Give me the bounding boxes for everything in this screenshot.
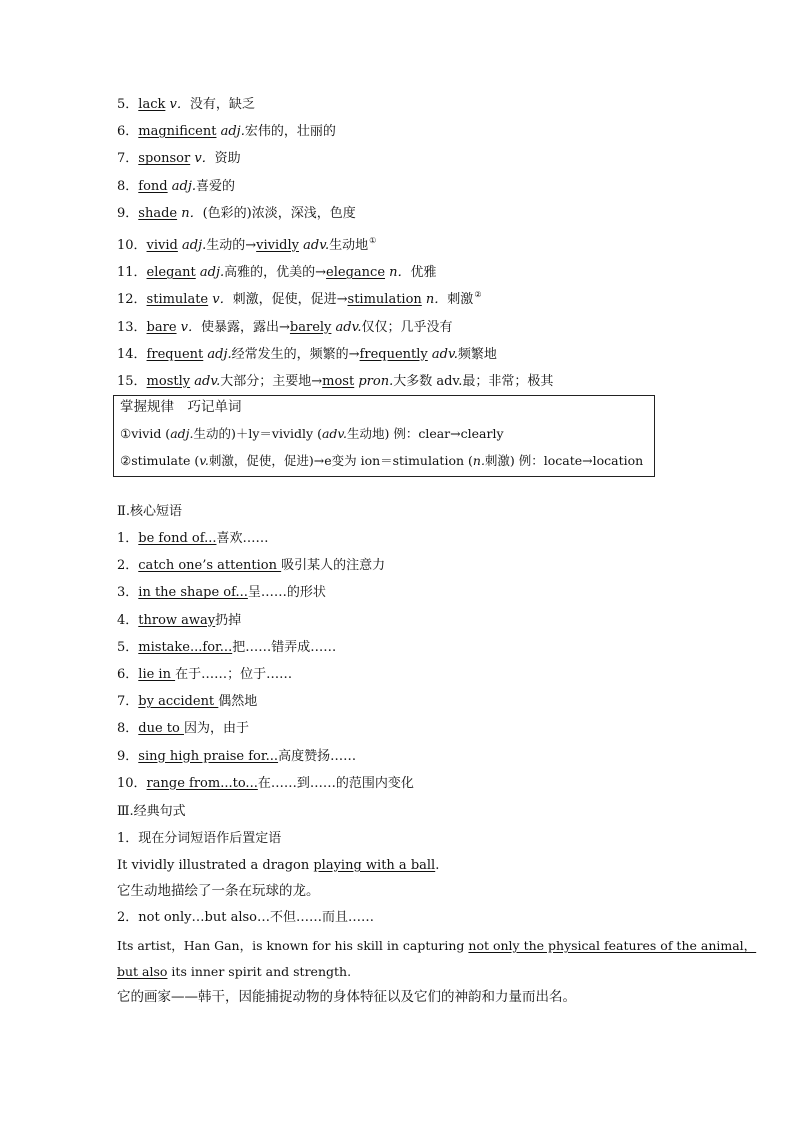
phrase-number: 9． <box>117 748 139 764</box>
vocab-word: elegant <box>146 265 196 281</box>
vocab-meaning: 使暴露，露出→ <box>201 319 290 335</box>
vocab-derived-meaning: 刺激 <box>447 292 474 308</box>
vocab-word: magnificent <box>138 124 217 140</box>
vocab-number: 8． <box>117 178 139 194</box>
vocab-derived-pos: n． <box>385 265 411 281</box>
sentence-2-english-line-2: but also its inner spirit and strength. <box>117 964 352 979</box>
vocab-number: 11． <box>117 265 147 281</box>
vocab-item <box>117 286 481 309</box>
vocab-word: vivid <box>146 238 178 253</box>
vocab-pos: adj. <box>195 265 225 281</box>
vocab-item <box>117 232 376 255</box>
vocab-number: 9． <box>117 205 139 221</box>
vocab-derived-word: barely <box>289 319 332 335</box>
phrase-text: be fond of... <box>138 531 217 546</box>
phrase-meaning: 把……错弄成…… <box>232 639 337 655</box>
vocab-derived-pos: pron. <box>354 374 394 389</box>
phrase-item <box>117 530 268 548</box>
phrase-meaning: 扔掉 <box>215 612 242 628</box>
phrase-item <box>117 748 356 766</box>
vocab-pos: v． <box>208 292 233 308</box>
vocab-derived-meaning: 优雅 <box>410 265 437 281</box>
vocab-number: 7． <box>117 151 139 167</box>
vocab-derived-meaning: 频繁地 <box>457 346 497 362</box>
phrase-meaning: 高度赞扬…… <box>278 748 357 764</box>
phrase-text: mistake...for... <box>138 639 233 655</box>
footnote-mark: ① <box>369 236 377 245</box>
phrase-item <box>117 666 292 684</box>
vocab-number: 14． <box>117 346 147 362</box>
vocab-derived-pos: adv. <box>298 238 330 253</box>
phrase-text: lie in <box>138 667 176 682</box>
phrase-meaning: 呈……的形状 <box>247 585 326 601</box>
vocab-number: 15． <box>117 374 147 389</box>
phrase-meaning: 吸引某人的注意力 <box>281 558 386 574</box>
tip-rule-2: ②stimulate (v.刺激，促使，促进)→e变为 ion＝stimulation (n.刺激) 例：locate→location <box>120 453 644 468</box>
vocab-item <box>117 341 498 364</box>
tip-box-title: 掌握规律 巧记单词 <box>120 399 242 415</box>
phrase-number: 7． <box>117 694 139 710</box>
tip-rule-1: ①vivid (adj.生动的)＋ly＝vividly (adv.生动地) 例：clear→clearly <box>120 426 504 441</box>
vocab-pos: v． <box>190 151 215 167</box>
vocab-pos: adj. <box>167 178 196 194</box>
vocab-meaning: 没有，缺乏 <box>189 97 255 112</box>
tip-box <box>113 395 655 477</box>
vocab-derived-meaning: 大多数 adv.最；非常；极其 <box>393 374 554 389</box>
vocab-item <box>117 368 554 391</box>
phrase-number: 2． <box>117 558 139 574</box>
vocab-item <box>117 150 241 168</box>
vocab-item <box>117 205 356 223</box>
phrase-text: due to <box>138 721 184 737</box>
phrase-meaning: 在……到……的范围内变化 <box>257 775 414 791</box>
phrase-number: 4． <box>117 612 139 628</box>
vocab-word: fond <box>138 178 168 194</box>
vocab-pos: v． <box>165 97 190 112</box>
vocab-derived-word: elegance <box>326 265 386 281</box>
vocab-meaning: 喜爱的 <box>196 178 236 194</box>
vocab-pos: adv. <box>190 374 221 389</box>
vocab-word: bare <box>146 319 177 335</box>
vocab-meaning: 大部分；主要地→ <box>220 374 323 389</box>
phrase-text: range from...to... <box>146 775 258 791</box>
vocab-derived-meaning: 生动地 <box>329 238 369 253</box>
phrase-text: sing high praise for... <box>138 748 279 764</box>
phrase-number: 1． <box>117 531 139 546</box>
phrase-number: 6． <box>117 667 139 682</box>
vocab-meaning: (色彩的)浓淡，深浅，色度 <box>202 205 356 221</box>
sentence-2-title: 2．not only…but also…不但……而且…… <box>117 910 374 925</box>
phrase-item <box>117 693 257 711</box>
phrase-number: 8． <box>117 721 139 737</box>
phrase-text: by accident <box>138 694 219 710</box>
vocab-meaning: 生动的→ <box>206 238 257 253</box>
section-2-heading: Ⅱ.核心短语 <box>117 504 182 519</box>
phrase-meaning: 在于……；位于…… <box>175 667 293 682</box>
sentence-2-english-line-1: Its artist，Han Gan，is known for his skill in capturing not only the physical features of the animal， <box>117 938 757 953</box>
vocab-number: 12． <box>117 292 147 308</box>
phrase-text: in the shape of... <box>138 585 248 601</box>
phrase-number: 3． <box>117 585 139 601</box>
phrase-text: throw away <box>138 612 216 628</box>
phrase-item <box>117 612 241 630</box>
vocab-number: 5． <box>117 97 139 112</box>
phrase-number: 10． <box>117 775 147 791</box>
vocab-pos: n． <box>177 205 203 221</box>
phrase-meaning: 因为，由于 <box>183 721 249 737</box>
vocab-derived-word: vividly <box>256 238 299 253</box>
vocab-number: 10． <box>117 238 147 253</box>
phrase-item <box>117 557 385 575</box>
vocab-derived-pos: adv. <box>331 319 362 335</box>
vocab-derived-word: frequently <box>359 346 428 362</box>
vocab-word: lack <box>138 97 166 112</box>
phrase-item <box>117 639 336 657</box>
vocab-pos: v． <box>176 319 202 335</box>
vocab-word: sponsor <box>138 151 191 167</box>
vocab-word: shade <box>138 205 178 221</box>
vocab-number: 6． <box>117 124 139 140</box>
vocab-derived-pos: adv. <box>427 346 458 362</box>
phrase-number: 5． <box>117 639 139 655</box>
vocab-item <box>117 259 438 282</box>
vocab-meaning: 宏伟的，壮丽的 <box>244 124 336 140</box>
vocab-meaning: 资助 <box>214 151 241 167</box>
vocab-item <box>117 314 454 337</box>
vocab-derived-meaning: 仅仅；几乎没有 <box>361 319 453 335</box>
phrase-meaning: 偶然地 <box>218 694 258 710</box>
vocab-item <box>117 123 336 141</box>
vocab-word: stimulate <box>146 292 209 308</box>
vocab-derived-word: most <box>322 374 355 389</box>
vocab-word: mostly <box>146 374 191 389</box>
vocab-meaning: 经常发生的，频繁的→ <box>231 346 360 362</box>
footnote-mark: ② <box>474 290 482 300</box>
section-3-heading: Ⅲ.经典句式 <box>117 804 186 819</box>
phrase-item <box>117 775 414 793</box>
vocab-derived-word: stimulation <box>347 292 422 308</box>
vocab-derived-pos: n． <box>421 292 448 308</box>
phrase-item <box>117 584 326 602</box>
vocab-number: 13． <box>117 319 147 335</box>
vocab-meaning: 高雅的，优美的→ <box>224 265 327 281</box>
vocab-pos: adj. <box>216 124 245 140</box>
vocab-pos: adj. <box>177 238 207 253</box>
phrase-item <box>117 720 249 738</box>
vocab-pos: adj. <box>203 346 232 362</box>
vocab-item <box>117 96 255 114</box>
phrase-text: catch one’s attention <box>138 558 282 574</box>
phrase-meaning: 喜欢…… <box>216 531 269 546</box>
vocab-meaning: 刺激，促使，促进→ <box>232 292 348 308</box>
sentence-1-chinese: 它生动地描绘了一条在玩球的龙。 <box>117 883 320 899</box>
vocab-item <box>117 178 235 196</box>
sentence-1-english: It vividly illustrated a dragon playing with a ball. <box>117 858 440 873</box>
vocab-word: frequent <box>146 346 204 362</box>
sentence-2-chinese: 它的画家——韩干，因能捕捉动物的身体特征以及它们的神韵和力量而出名。 <box>117 989 576 1005</box>
sentence-1-title: 1．现在分词短语作后置定语 <box>117 831 282 846</box>
